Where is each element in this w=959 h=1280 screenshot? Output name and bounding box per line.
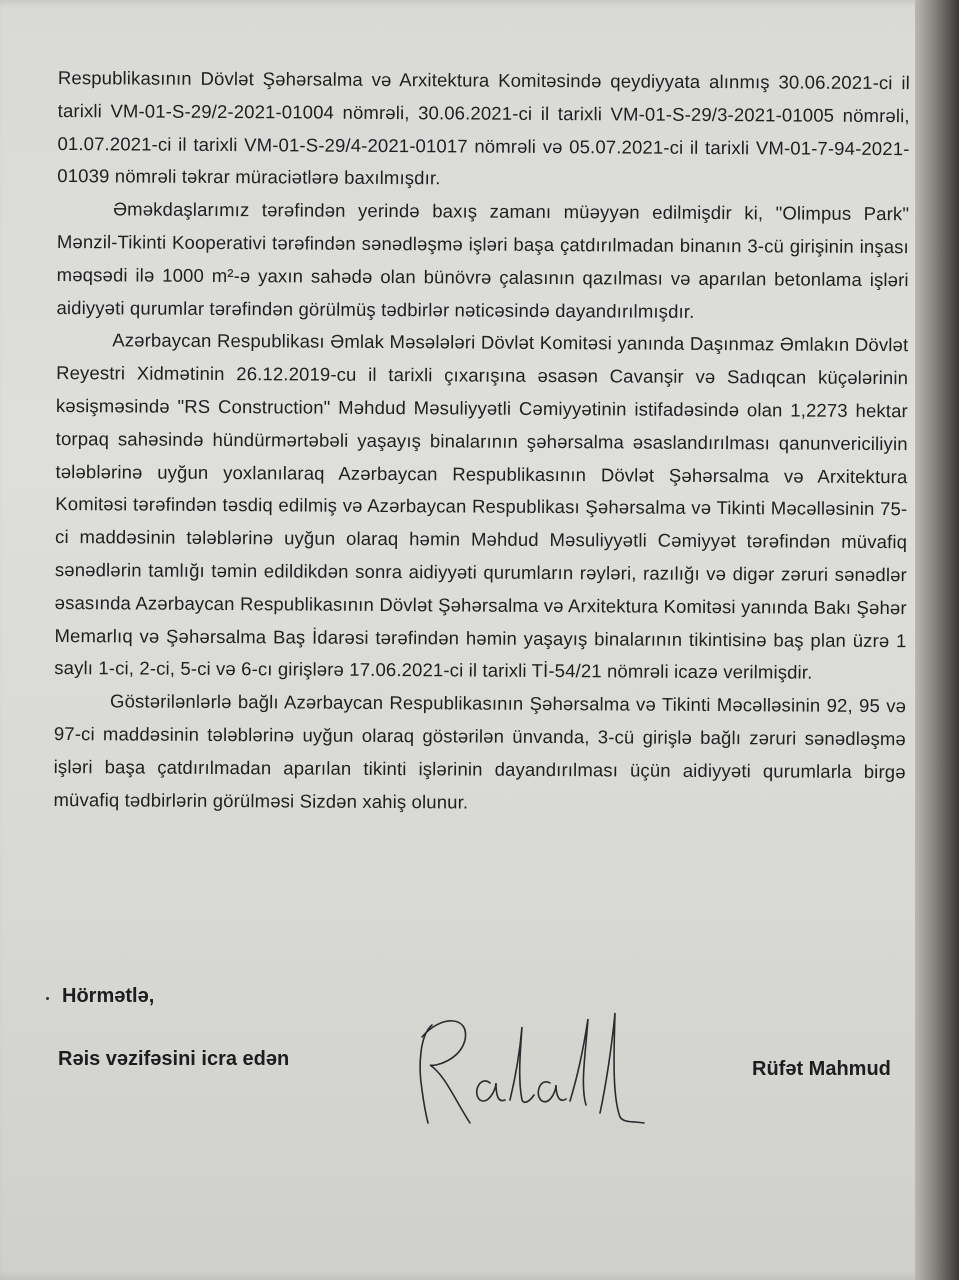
handwritten-signature xyxy=(410,1005,660,1140)
paper-edge-shadow xyxy=(915,0,959,1280)
signatory-title: Rəis vəzifəsini icra edən xyxy=(58,1048,290,1070)
paragraph-4: Göstərilənlərlə bağlı Azərbaycan Respublikasının Şəhərsalma və Tikinti Məcəlləsinin 92, 95 və 97-ci maddəsinin tələblərinə uyğun olaraq göstərilən ünvanda, 3-cü girişlə bağlı zəruri sənədləşmə işləri başa çatdırılmadan aparılan tikinti işlərinin dayandırılması üçün aidiyyəti qurumlarla birgə müvafiq tədbirlərin görülməsi Sizdən xahiş olunur. xyxy=(53,690,907,813)
paragraph-2: Əməkdaşlarımız tərəfindən yerində baxış zamanı müəyyən edilmişdir ki, "Olimpus Park" Mənzil-Tikinti Kooperativi tərəfindən sənədləşmə işləri başa çatdırılmadan binanın 3-cü girişinin inşası məqsədi ilə 1000 m²-ə yaxın sahədə olan bünövrə çalasının qazılması və aparılan betonlama işləri aidiyyəti qurumlar tərəfindən görülmüş tədbirlər nəticəsində dayandırılmışdır. xyxy=(56,198,910,322)
ink-dot xyxy=(46,997,49,1000)
letter-body xyxy=(53,62,910,822)
paragraph-3: Azərbaycan Respublikası Əmlak Məsələləri Dövlət Komitəsi yanında Daşınmaz Əmlakın Dövlət Reyestri Xidmətinin 26.12.2019-cu il tarixli çıxarışına əsasən Cavanşir və Sadıqcan küçələrinin kəsişməsində "RS Construction" Məhdud Məsuliyyətli Cəmiyyətinin istifadəsində olan 1,2273 hektar torpaq sahəsində hündürmərtəbəli yaşayış binalarının şəhərsalma əsaslandırılması qanunvericiliyin tələblərinə uyğun yoxlanılaraq Azərbaycan Respublikasının Dövlət Şəhərsalma və Arxitektura Komitəsi tərəfindən təsdiq edilmiş və Azərbaycan Respublikası Şəhərsalma və Tikinti Məcəlləsinin 75-ci maddəsinin tələblərinə uyğun olaraq həmin Məhdud Məsuliyyətli Cəmiyyət tərəfindən müvafiq sənədlərin tamlığı təmin edildikdən sonra aidiyyəti qurumların rəyləri, razılığı və digər zəruri sənədlər əsasında Azərbaycan Respublikasının Dövlət Şəhərsalma və Arxitektura Komitəsi yanında Bakı Şəhər Memarlıq və Şəhərsalma Baş İdarəsi tərəfindən həmin yaşayış binalarının tikintisinə baş plan üzrə 1 saylı 1-ci, 2-ci, 5-ci və 6-cı girişlərə 17.06.2021-ci il tarixli Tİ-54/21 nömrəli icazə verilmişdir. xyxy=(54,329,909,683)
paragraph-1: Respublikasının Dövlət Şəhərsalma və Arxitektura Komitəsində qeydiyyata alınmış 30.06.2021-ci il tarixli VM-01-S-29/2-2021-01004 nömrəli, 30.06.2021-ci il tarixli VM-01-S-29/3-2021-01005 nömrəli, 01.07.2021-ci il tarixli VM-01-S-29/4-2021-01017 nömrəli və 05.07.2021-ci il tarixli VM-01-7-94-2021-01039 nömrəli təkrar müraciətlərə baxılmışdır. xyxy=(57,66,910,189)
closing-salutation: Hörmətlə, xyxy=(62,985,155,1007)
signatory-name: Rüfət Mahmud xyxy=(752,1058,891,1080)
